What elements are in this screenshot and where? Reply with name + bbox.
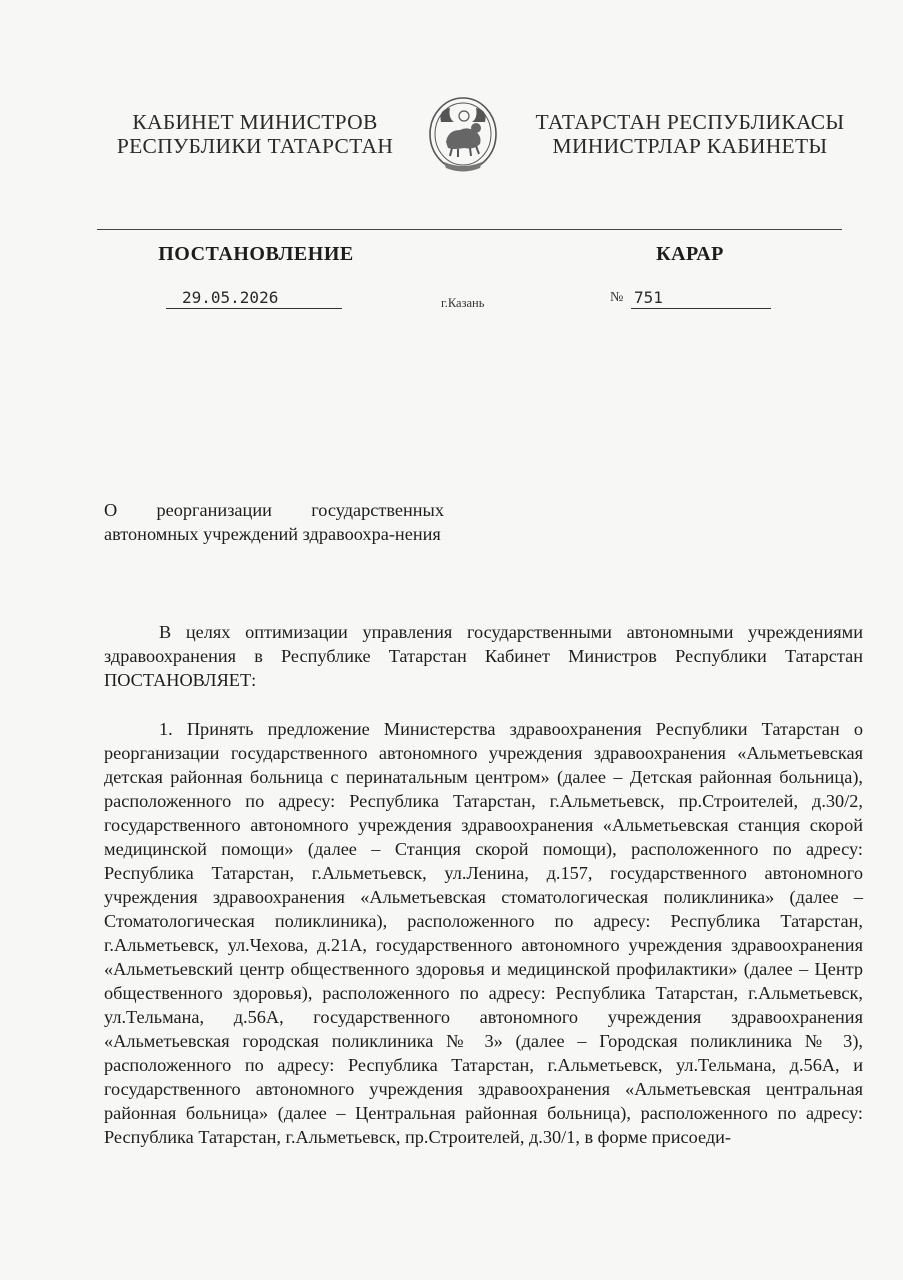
issuer-ru: [105, 110, 405, 158]
doc-type-ru: ПОСТАНОВЛЕНИЕ: [158, 243, 354, 265]
issuer-tt: [530, 110, 850, 158]
issuer-ru-line1: КАБИНЕТ МИНИСТРОВ: [132, 110, 378, 134]
document-body: [104, 620, 863, 1149]
doc-type-tt: КАРАР: [656, 243, 724, 265]
document-number: 751: [631, 287, 771, 309]
tatarstan-coat-of-arms-icon: [424, 92, 502, 180]
issuer-ru-line2: РЕСПУБЛИКИ ТАТАРСТАН: [116, 134, 394, 158]
issuer-tt-line1: ТАТАРСТАН РЕСПУБЛИКАСЫ: [535, 110, 845, 134]
number-label: №: [610, 290, 624, 305]
preamble-paragraph: В целях оптимизации управления государственными автономными учреждениями здравоохранения в Республике Татарстан Кабинет Министров Республики Татарстан ПОСТАНОВЛЯЕТ:: [104, 622, 863, 690]
header-divider: [97, 229, 842, 230]
issuer-tt-line2: МИНИСТРЛАР КАБИНЕТЫ: [552, 134, 828, 158]
document-date: 29.05.2026: [166, 287, 342, 309]
document-subject: О реорганизации государственных автономных учреждений здравоохра-нения: [104, 500, 444, 544]
document-city: г.Казань: [441, 296, 485, 310]
item-1-paragraph: 1. Принять предложение Министерства здравоохранения Республики Татарстан о реорганизации государственного автономного учреждения здравоохранения «Альметьевская детская районная больница с перинатальным центром» (далее – Детская районная больница), расположенного по адресу: Республика Татарстан, г.Альметьевск, пр.Строителей, д.30/2, государственного автономного учреждения здравоохранения «Альметьевская станция скорой медицинской помощи» (далее – Станция скорой помощи), расположенного по адресу: Республика Татарстан, г.Альметьевск, ул.Ленина, д.157, государственного автономного учреждения здравоохранения «Альметьевская стоматологическая поликлиника» (далее – Стоматологическая поликлиника), расположенного по адресу: Республика Татарстан, г.Альметьевск, ул.Чехова, д.21А, государственного автономного учреждения здравоохранения «Альметьевский центр общественного здоровья и медицинской профилактики» (далее – Центр общественного здоровья), расположенного по адресу: Республика Татарстан, г.Альметьевск, ул.Тельмана, д.56А, государственного автономного учреждения здравоохранения «Альметьевская городская поликлиника № 3» (далее – Городская поликлиника № 3), расположенного по адресу: Республика Татарстан, г.Альметьевск, ул.Тельмана, д.56А, и государственного автономного учреждения здравоохранения «Альметьевская центральная районная больница» (далее – Центральная районная больница), расположенного по адресу: Республика Татарстан, г.Альметьевск, пр.Строителей, д.30/1, в форме присоеди-: [104, 719, 863, 1147]
